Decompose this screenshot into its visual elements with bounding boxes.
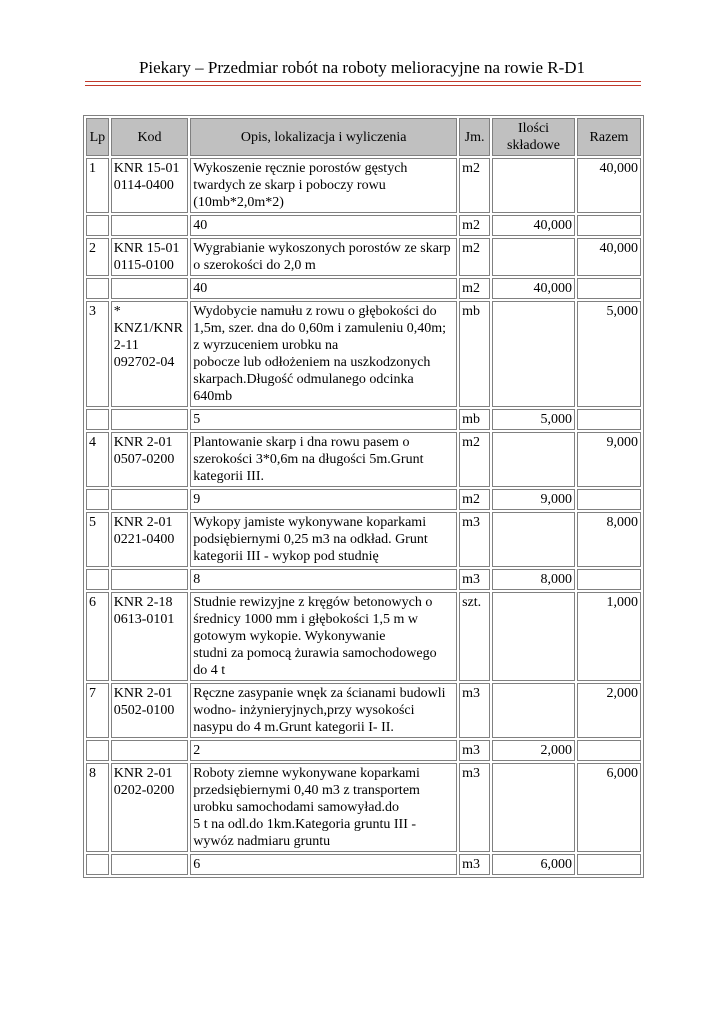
cell-lp-empty [86,409,109,430]
opis-line: Plantowanie skarp i dna rowu pasem o szerokości 3*0,6m na długości 5m.Grunt kategorii III. [193,435,424,484]
cell-jm: m2 [459,432,490,487]
cell-ilosci [492,158,575,213]
kod-line: 2-11 [113,338,139,353]
cell-kod-empty [111,569,189,590]
kod-line: 0202-0200 [113,783,175,798]
kod-line: KNR 2-01 [113,686,173,701]
cell-ilosci [492,592,575,681]
cell-jm: m2 [459,489,490,510]
cell-opis-calc: 9 [190,489,457,510]
cell-opis-calc: 6 [190,854,457,875]
cell-kod [111,238,189,276]
cell-ilosci: 5,000 [492,409,575,430]
cell-razem: 8,000 [577,512,641,567]
cell-ilosci: 40,000 [492,278,575,299]
table-subrow [86,409,641,430]
cell-jm: m3 [459,854,490,875]
header-lp: Lp [86,118,109,156]
cell-opis-calc: 8 [190,569,457,590]
cell-ilosci: 8,000 [492,569,575,590]
cell-razem-empty [577,854,641,875]
cell-jm: m3 [459,569,490,590]
cell-kod-empty [111,278,189,299]
cell-lp: 1 [86,158,109,213]
opis-line: Wykoszenie ręcznie porostów gęstych twardych ze skarp i poboczy rowu (10mb*2,0m*2) [193,161,408,210]
cell-razem-empty [577,278,641,299]
cell-lp: 6 [86,592,109,681]
header-rule-thin [85,85,641,86]
cell-jm: m2 [459,278,490,299]
cell-opis [190,683,457,738]
kod-line: 0613-0101 [113,612,175,627]
cell-jm: m2 [459,215,490,236]
opis-line: Wykopy jamiste wykonywane koparkami podsiębiernymi 0,25 m3 na odkład. Grunt kategorii III - wykop pod studnię [193,515,428,564]
cell-lp: 4 [86,432,109,487]
table-row [86,432,641,487]
cell-lp-empty [86,215,109,236]
cell-opis [190,158,457,213]
kod-line: KNR 2-01 [113,435,173,450]
cell-opis [190,763,457,852]
cell-ilosci [492,301,575,407]
cell-ilosci: 6,000 [492,854,575,875]
cell-ilosci [492,512,575,567]
cell-razem: 1,000 [577,592,641,681]
cell-jm: m2 [459,158,490,213]
kod-line: KNR 2-01 [113,515,173,530]
table-subrow [86,278,641,299]
cell-lp-empty [86,740,109,761]
cell-lp: 8 [86,763,109,852]
header-jm: Jm. [459,118,490,156]
cell-jm: mb [459,409,490,430]
header-opis: Opis, lokalizacja i wyliczenia [190,118,457,156]
kod-line: 0114-0400 [113,178,174,193]
cell-razem: 40,000 [577,238,641,276]
table-row [86,158,641,213]
cell-razem-empty [577,215,641,236]
cell-jm: m2 [459,238,490,276]
header-rule [85,81,641,82]
cell-ilosci [492,432,575,487]
cell-lp: 7 [86,683,109,738]
cell-kod-empty [111,854,189,875]
cell-lp-empty [86,854,109,875]
cell-kod [111,158,189,213]
cell-opis-calc: 40 [190,278,457,299]
cell-razem-empty [577,740,641,761]
cell-kod-empty [111,489,189,510]
opis-line: Roboty ziemne wykonywane koparkami przedsiębiernymi 0,40 m3 z transportem urobku samochodami samowyład.do [193,766,420,815]
table-subrow [86,740,641,761]
cell-razem: 6,000 [577,763,641,852]
kod-line: 0507-0200 [113,452,175,467]
kod-line: 0221-0400 [113,532,175,547]
kod-line: KNR 15-01 [113,241,180,256]
cell-jm: m3 [459,512,490,567]
cell-kod [111,512,189,567]
opis-line: studni za pomocą żurawia samochodowego do 4 t [193,646,437,678]
kod-line: 0115-0100 [113,258,174,273]
cell-lp-empty [86,569,109,590]
cell-opis [190,432,457,487]
kod-line: KNZ1/KNR [113,321,183,336]
cell-ilosci [492,238,575,276]
cell-jm: m3 [459,683,490,738]
header-kod: Kod [111,118,189,156]
table-row [86,238,641,276]
table-row [86,301,641,407]
cell-kod-empty [111,740,189,761]
cell-lp: 2 [86,238,109,276]
opis-line: Wygrabianie wykoszonych porostów ze skarp o szerokości do 2,0 m [193,241,451,273]
cell-ilosci [492,683,575,738]
cell-jm: m3 [459,740,490,761]
cell-opis-calc: 5 [190,409,457,430]
cell-ilosci: 40,000 [492,215,575,236]
cell-ilosci: 9,000 [492,489,575,510]
opis-line: Wydobycie namułu z rowu o głębokości do 1,5m, szer. dna do 0,60m i zamuleniu 0,40m; z wyrzuceniem urobku na [193,304,447,353]
kod-line: 092702-04 [113,355,175,370]
przedmiar-table [83,115,644,878]
cell-razem-empty [577,569,641,590]
cell-opis [190,238,457,276]
header-razem: Razem [577,118,641,156]
cell-razem: 9,000 [577,432,641,487]
kod-line: KNR 2-18 [113,595,173,610]
opis-line: pobocze lub odłożeniem na uszkodzonych skarpach.Długość odmulanego odcinka 640mb [193,355,431,404]
cell-kod [111,592,189,681]
cell-razem: 40,000 [577,158,641,213]
cell-kod [111,683,189,738]
cell-opis-calc: 2 [190,740,457,761]
cell-opis-calc: 40 [190,215,457,236]
table-row [86,512,641,567]
table-row [86,763,641,852]
kod-line: 0502-0100 [113,703,175,718]
table-subrow [86,215,641,236]
table-subrow [86,854,641,875]
cell-ilosci: 2,000 [492,740,575,761]
table-row [86,592,641,681]
opis-line: Ręczne zasypanie wnęk za ścianami budowli wodno- inżynieryjnych,przy wysokości nasypu do 4 m.Grunt kategorii I- II. [193,686,446,735]
kod-line: * [113,304,121,319]
opis-line: 5 t na odl.do 1km.Kategoria gruntu III - wywóz nadmiaru gruntu [193,817,417,849]
cell-ilosci [492,763,575,852]
kod-line: KNR 15-01 [113,161,180,176]
cell-razem: 5,000 [577,301,641,407]
opis-line: Studnie rewizyjne z kręgów betonowych o średnicy 1000 mm i głębokości 1,5 m w gotowym wykopie. Wykonywanie [193,595,433,644]
cell-razem-empty [577,489,641,510]
cell-kod [111,301,189,407]
table-subrow [86,569,641,590]
cell-opis [190,512,457,567]
header-ilosci: Ilości składowe [492,118,575,156]
kod-line: KNR 2-01 [113,766,173,781]
cell-lp-empty [86,278,109,299]
cell-opis [190,592,457,681]
cell-lp-empty [86,489,109,510]
cell-kod [111,763,189,852]
table-subrow [86,489,641,510]
cell-lp: 5 [86,512,109,567]
cell-kod [111,432,189,487]
cell-razem-empty [577,409,641,430]
cell-kod-empty [111,409,189,430]
cell-kod-empty [111,215,189,236]
cell-jm: m3 [459,763,490,852]
table-row [86,683,641,738]
page-title: Piekary – Przedmiar robót na roboty melioracyjne na rowie R-D1 [138,58,586,77]
cell-razem: 2,000 [577,683,641,738]
table-header-row [86,118,641,156]
cell-lp: 3 [86,301,109,407]
cell-jm: mb [459,301,490,407]
cell-opis [190,301,457,407]
cell-jm: szt. [459,592,490,681]
